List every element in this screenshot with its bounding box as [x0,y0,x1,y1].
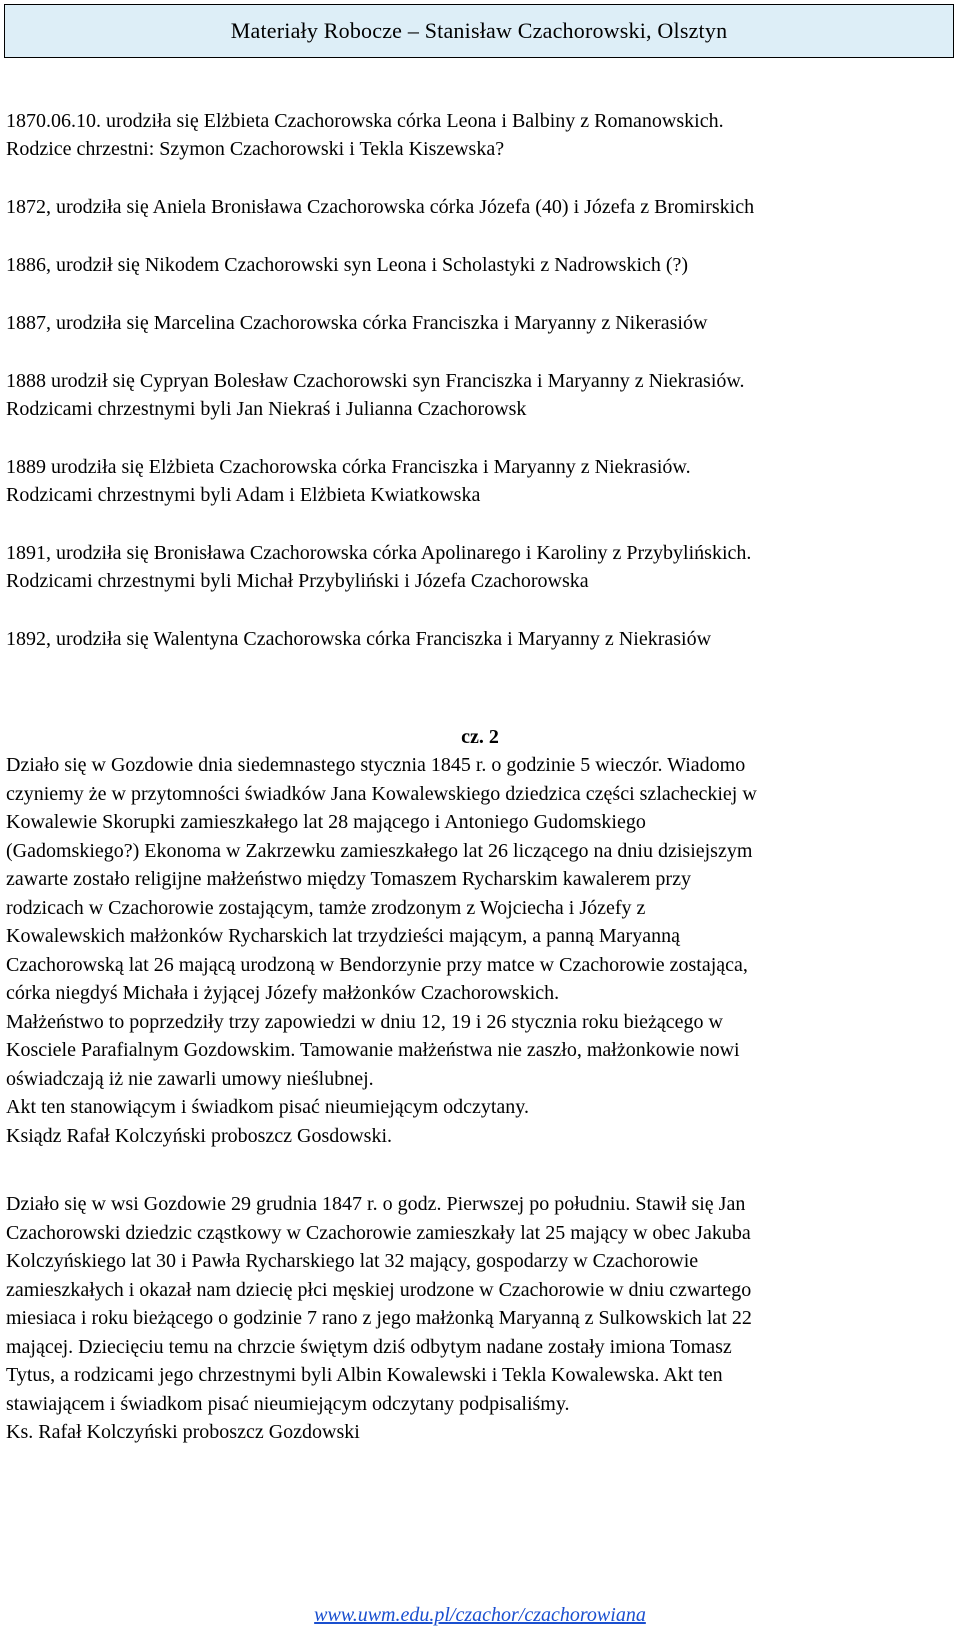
text-line: (Gadomskiego?) Ekonoma w Zakrzewku zamieszkałego lat 26 liczącego na dniu dzisiejszym [6,839,753,862]
record-line: 1891, urodziła się Bronisława Czachorowska córka Apolinarego i Karoliny z Przybylińskich. [6,542,752,564]
record-1888 [6,367,956,423]
record-line: Rodzice chrzestni: Szymon Czachorowski i Tekla Kiszewska? [6,138,505,160]
text-line: Ksiądz Rafał Kolczyński proboszcz Gosdowski. [6,1124,393,1147]
text-line: Kowalewskich małżonków Rycharskich lat trzydzieści mającym, a panną Maryanną [6,925,680,947]
text-line: Działo się w Gozdowie dnia siedemnastego stycznia 1845 r. o godzinie 5 wieczór. Wiadomo [6,754,746,776]
part-heading: cz. 2 [461,726,499,748]
record-1886 [6,251,956,279]
text-line: miesiaca i roku bieżącego o godzinie 7 rano z jego małżonką Maryanną z Sulkowskich lat 22 [6,1307,752,1329]
record-line: Rodzicami chrzestnymi byli Adam i Elżbieta Kwiatkowska [6,484,481,506]
text-line: Kosciele Parafialnym Gozdowskim. Tamowanie małżeństwa nie zaszło, małżonkowie nowi [6,1039,740,1061]
record-line: Rodzicami chrzestnymi byli Jan Niekraś i Julianna Czachorowsk [6,398,527,420]
text-line: Czachorowską lat 26 mającą urodzoną w Bendorzynie przy matce w Czachorowie zostająca, [6,953,748,976]
record-line: 1870.06.10. urodziła się Elżbieta Czachorowska córka Leona i Balbiny z Romanowskich. [6,110,724,132]
text-line: Akt ten stanowiącym i świadkom pisać nieumiejącym odczytany. [6,1096,530,1118]
text-line: Ks. Rafał Kolczyński proboszcz Gozdowski [6,1421,360,1443]
text-line: córka niegdyś Michała i żyjącej Józefy małżonków Czachorowskich. [6,982,560,1004]
record-line: 1892, urodziła się Walentyna Czachorowska córka Franciszka i Maryanny z Niekrasiów [6,628,712,650]
text-line: Małżeństwo to poprzedziły trzy zapowiedzi w dniu 12, 19 i 26 stycznia roku bieżącego w [6,1010,724,1033]
record-line: 1872, urodziła się Aniela Bronisława Czachorowska córka Józefa (40) i Józefa z Bromirskich [6,196,755,218]
header-box [4,4,954,58]
record-line: 1886, urodził się Nikodem Czachorowski syn Leona i Scholastyki z Nadrowskich (?) [6,254,689,276]
baptism-record-1847 [6,1190,956,1447]
birth-records-list [6,107,956,683]
text-line: zawarte zostało religijne małżeństwo między Tomaszem Rycharskim kawalerem przy [6,868,691,890]
text-line: rodzicach w Czachorowie zostającym, tamże zrodzonym z Wojciecha i Józefy z [6,896,646,919]
footer-link[interactable]: www.uwm.edu.pl/czachor/czachorowiana [314,1604,646,1626]
page-title: Materiały Robocze – Stanisław Czachorowski, Olsztyn [230,18,728,43]
text-line: Czachorowski dziedzic cząstkowy w Czachorowie zamieszkały lat 25 mający w obec Jakuba [6,1221,751,1244]
record-line: 1889 urodziła się Elżbieta Czachorowska córka Franciszka i Maryanny z Niekrasiów. [6,456,691,478]
record-1889 [6,453,956,509]
record-1892 [6,625,956,653]
text-line: mającej. Dziecięciu temu na chrzcie świętym dziś odbytym nadane zostały imiona Tomasz [6,1335,732,1358]
marriage-record-1845 [6,751,956,1150]
text-line: zamieszkałych i okazał nam dziecię płci męskiej urodzone w Czachorowie w dniu czwartego [6,1278,752,1301]
text-line: Kowalewie Skorupki zamieszkałego lat 28 mającego i Antoniego Gudomskiego [6,811,646,833]
record-line: 1888 urodził się Cypryan Bolesław Czachorowski syn Franciszka i Maryanny z Niekrasiów. [6,370,745,392]
record-1870 [6,107,956,163]
text-line: oświadczają iż nie zawarli umowy nieślubnej. [6,1067,374,1090]
text-line: Kolczyńskiego lat 30 i Pawła Rycharskiego lat 32 mający, gospodarzy w Czachorowie [6,1250,699,1272]
text-line: Tytus, a rodzicami jego chrzestnymi byli Albin Kowalewski i Tekla Kowalewska. Akt ten [6,1364,723,1386]
record-line: Rodzicami chrzestnymi byli Michał Przybyliński i Józefa Czachorowska [6,570,589,592]
record-1872 [6,193,956,221]
text-line: Działo się w wsi Gozdowie 29 grudnia 1847 r. o godz. Pierwszej po południu. Stawił się Jan [6,1193,746,1215]
text-line: stawiającem i świadkom pisać nieumiejącym odczytany podpisaliśmy. [6,1392,570,1415]
record-1891 [6,539,956,595]
record-line: 1887, urodziła się Marcelina Czachorowska córka Franciszka i Maryanny z Nikerasiów [6,312,708,334]
record-1887 [6,309,956,337]
text-line: czyniemy że w przytomności świadków Jana Kowalewskiego dziedzica części szlacheckiej w [6,782,757,805]
